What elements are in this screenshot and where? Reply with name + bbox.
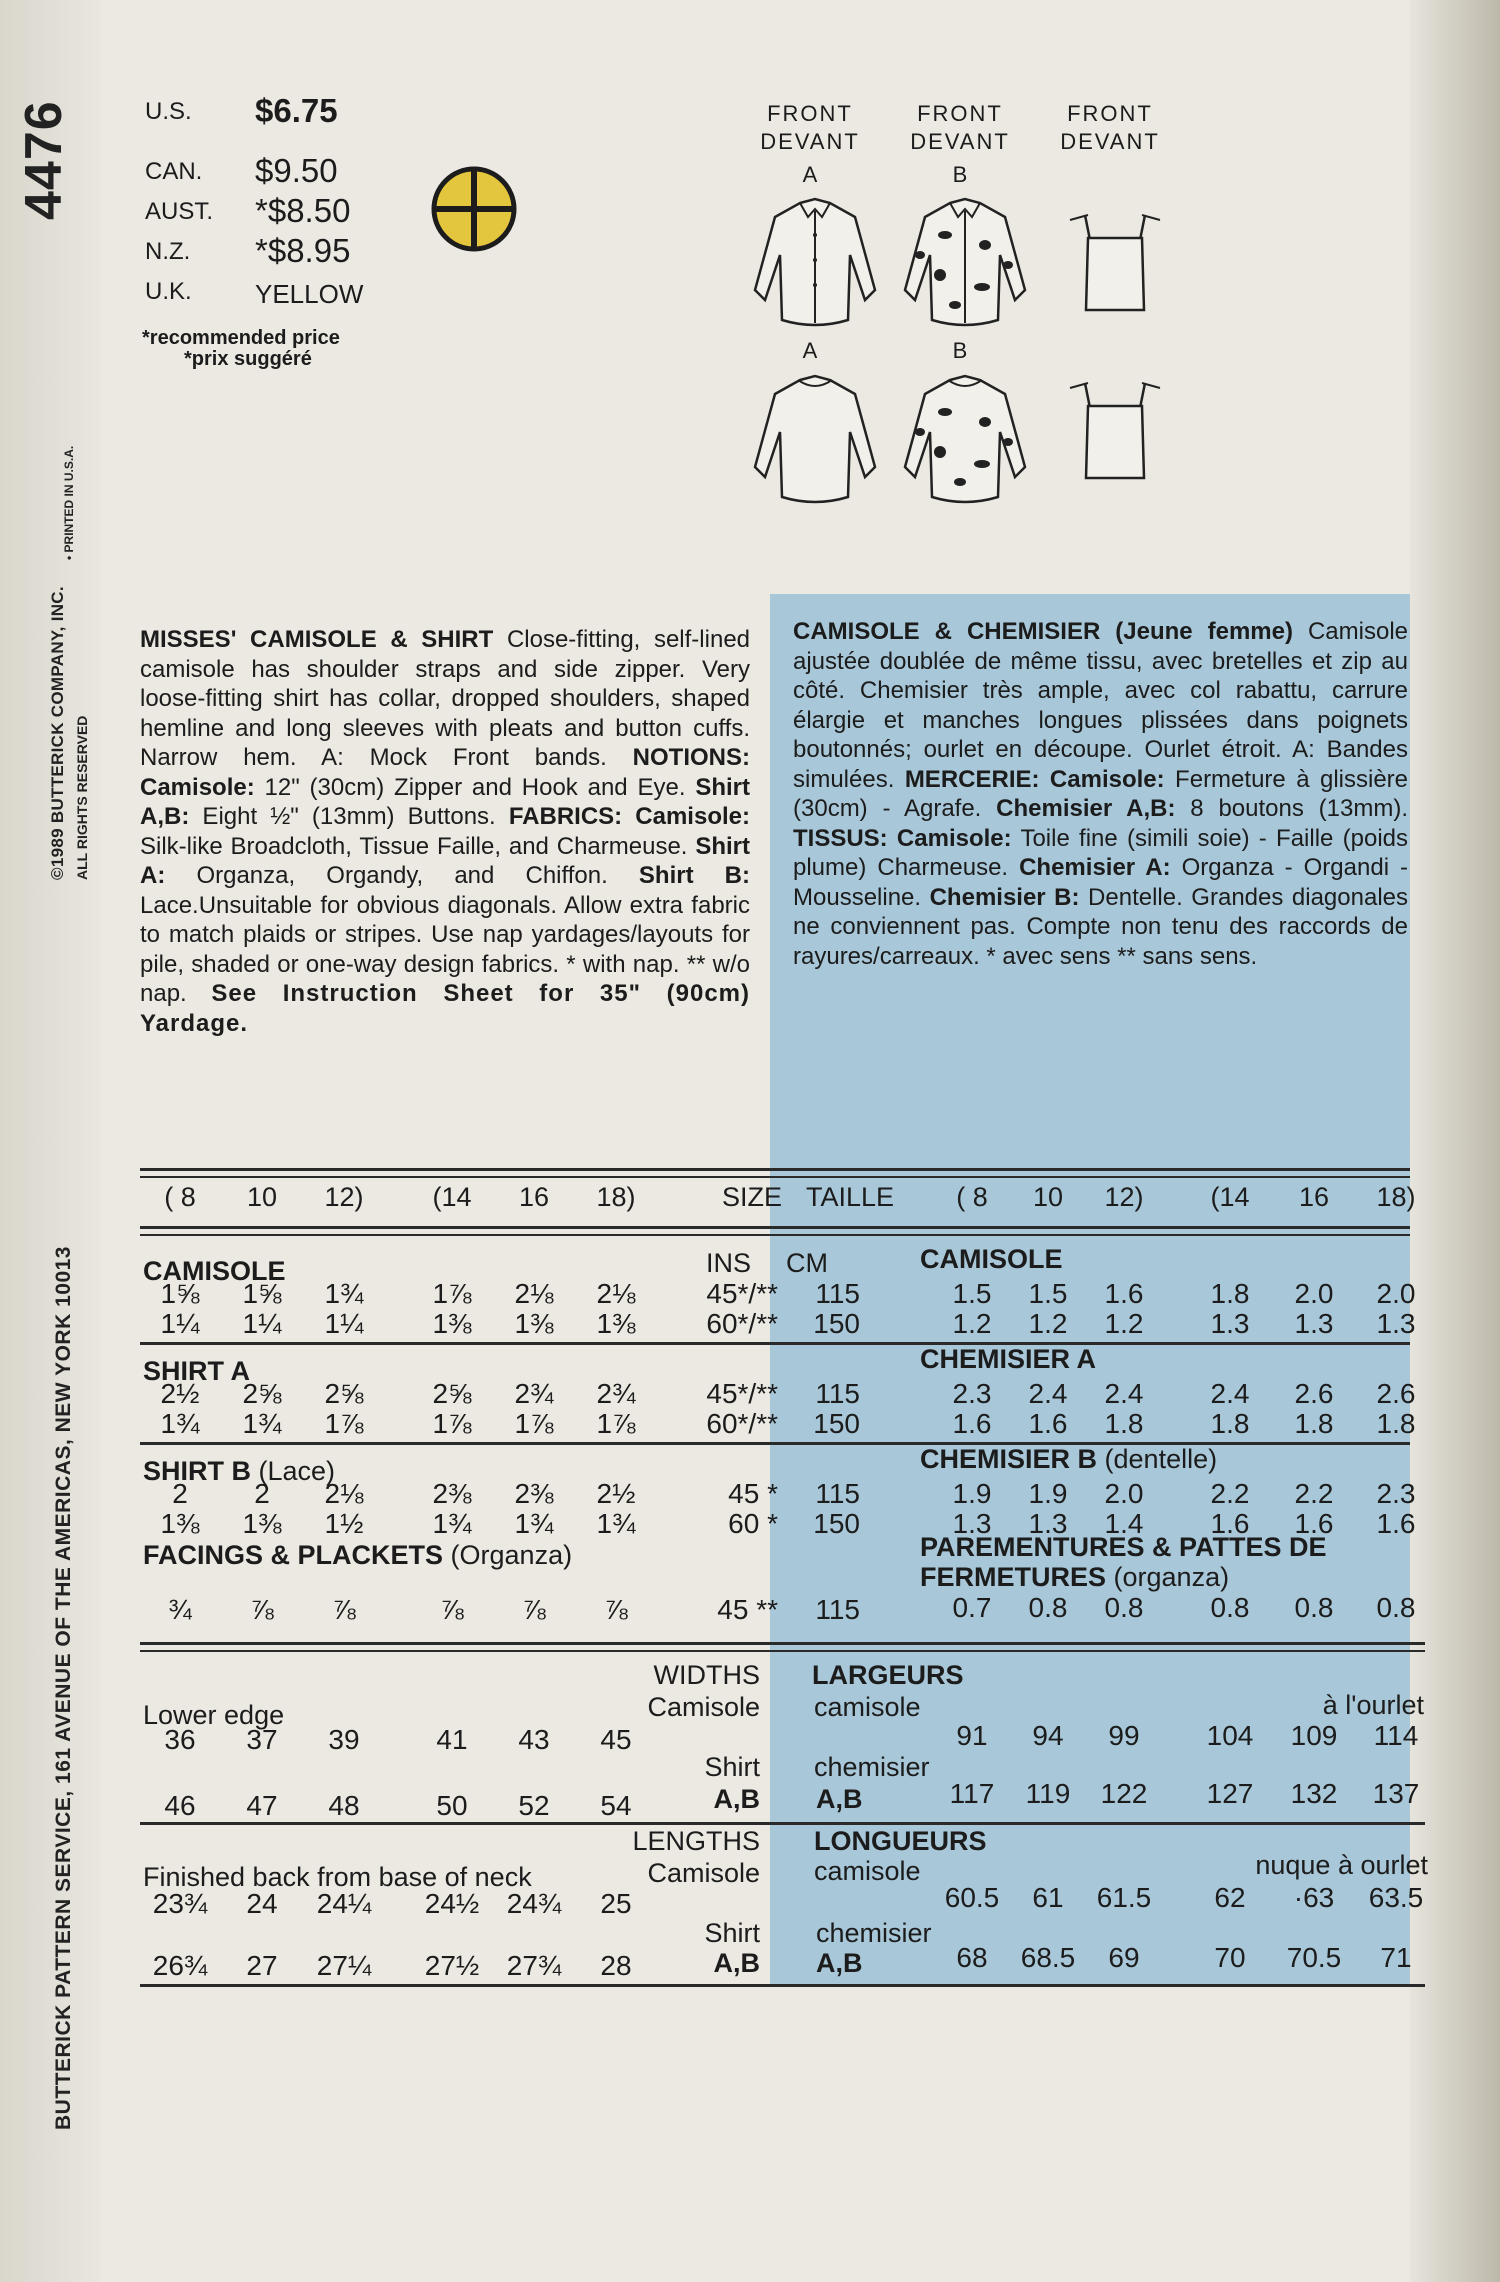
- notions-shirt-label: Shirt A,B:: [140, 773, 750, 830]
- size-label: SIZE: [722, 1182, 783, 1212]
- table-rule: [140, 1234, 1410, 1236]
- length-value: 24¼: [316, 1888, 372, 1919]
- price-country: U.K.: [145, 278, 192, 305]
- widths-title: WIDTHS: [653, 1660, 760, 1690]
- size-header: 10: [246, 1182, 278, 1212]
- tissus-label: TISSUS:: [793, 824, 888, 852]
- length-value: 23¾: [152, 1888, 208, 1919]
- pattern-number: 4476: [15, 100, 73, 220]
- view-heading-devant: DEVANT: [760, 129, 860, 154]
- table-rule-top: [140, 1176, 1410, 1178]
- width-ins: 45 **: [717, 1594, 778, 1625]
- cm-value: 2.6: [1376, 1378, 1416, 1409]
- length-value: 26¾: [152, 1950, 208, 1981]
- ins-value: 1½: [324, 1508, 364, 1539]
- ins-value: 2½: [596, 1478, 636, 1509]
- cm-value: 2.4: [1104, 1378, 1144, 1409]
- section-rule: [140, 1442, 1410, 1445]
- largeur-value: 132: [1290, 1778, 1338, 1809]
- cm-value: 2.2: [1294, 1478, 1334, 1509]
- tissus-camisole-label: Camisole:: [887, 824, 1012, 852]
- longueur-value: 60.5: [944, 1882, 1000, 1913]
- width-ins: 60 *: [728, 1508, 778, 1539]
- ins-value: 1⅞: [324, 1408, 364, 1439]
- length-value: 27¾: [506, 1950, 562, 1981]
- width-cm: 115: [815, 1278, 860, 1309]
- fabrics-shirt-a: Organza, Organdy, and Chiffon.: [165, 862, 608, 889]
- longueur-value: 63.5: [1368, 1882, 1424, 1913]
- notions-shirt: Eight ½" (13mm) Buttons.: [189, 803, 496, 830]
- longueurs-camisole: camisole: [814, 1856, 921, 1886]
- mercerie-label: MERCERIE:: [904, 765, 1040, 793]
- ins-value: 1⅜: [596, 1308, 636, 1339]
- cm-value: 1.3: [1210, 1308, 1250, 1339]
- notions-label: NOTIONS:: [632, 744, 750, 771]
- cm-value: 1.3: [952, 1508, 992, 1539]
- longueur-value: 69: [1108, 1942, 1140, 1973]
- ins-value: ¾: [168, 1594, 192, 1625]
- lengths-shirt: Shirt: [704, 1918, 760, 1948]
- table-rule-bottom: [140, 1984, 1425, 1987]
- cm-value: 1.8: [1210, 1278, 1250, 1309]
- ins-value: 1⅞: [432, 1278, 472, 1309]
- ins-value: 2⅝: [324, 1378, 364, 1409]
- largeur-value: 122: [1100, 1778, 1148, 1809]
- tissus-chemisier-a: Organza - Organdi - Mousseline.: [793, 854, 1409, 911]
- largeurs-ourlet: à l'ourlet: [1322, 1690, 1424, 1720]
- width-value: 54: [600, 1790, 632, 1821]
- width-value: 37: [246, 1724, 278, 1755]
- width-cm: 115: [815, 1478, 860, 1509]
- ins-value: ⅞: [604, 1594, 628, 1625]
- section-title-fr: CHEMISIER B (dentelle): [920, 1444, 1218, 1474]
- width-ins: 45*/**: [706, 1378, 778, 1409]
- view-letter: B: [952, 162, 968, 187]
- size-header: 16: [518, 1182, 550, 1212]
- section-title: CAMISOLE: [143, 1256, 286, 1286]
- cm-value: 1.6: [952, 1408, 992, 1439]
- largeurs-camisole: camisole: [814, 1692, 921, 1722]
- ins-value: 2⅛: [324, 1478, 364, 1509]
- tissus-chemisier-b-label: Chemisier B:: [921, 883, 1080, 911]
- table-rule: [140, 1650, 1425, 1652]
- cm-value: 1.8: [1210, 1408, 1250, 1439]
- tissus-chemisier-a-label: Chemisier A:: [1008, 854, 1171, 881]
- ins-value: 1¼: [242, 1308, 282, 1339]
- ins-value: 2½: [160, 1378, 200, 1409]
- section-subtitle-fr: (organza): [1106, 1562, 1230, 1592]
- ins-value: 1¾: [324, 1278, 364, 1309]
- cm-value: 1.3: [1028, 1508, 1068, 1539]
- mercerie-chemisier: 8 boutons (13mm).: [1175, 795, 1409, 822]
- ins-value: ⅞: [250, 1594, 274, 1625]
- english-desc: Close-fitting, self-lined camisole has shoulder straps and side zipper. Very loose-fitting shirt has collar, dropped shoulders, shaped hemline and long sleeves with pleats and button cuffs. Narrow hem. A: Mock Front bands.: [140, 626, 751, 771]
- taille-header: (14: [1210, 1182, 1250, 1212]
- cm-value: 2.2: [1210, 1478, 1250, 1509]
- ins-value: 2⅝: [242, 1378, 282, 1409]
- cm-value: 1.8: [1376, 1408, 1416, 1439]
- view-heading-front: FRONT: [1067, 101, 1153, 126]
- width-value: 36: [164, 1724, 196, 1755]
- longueurs-chemisier: chemisier: [816, 1918, 932, 1948]
- view-heading-devant: DEVANT: [910, 129, 1010, 154]
- view-letter: A: [802, 338, 818, 363]
- lengths-title: LENGTHS: [632, 1826, 760, 1856]
- taille-header: 12): [1104, 1182, 1144, 1212]
- section-title: FACINGS & PLACKETS (Organza): [143, 1540, 573, 1570]
- price-amount: YELLOW: [255, 279, 364, 309]
- mercerie-chemisier-label: Chemisier A,B:: [981, 795, 1176, 822]
- width-ins: 45*/**: [706, 1278, 778, 1309]
- price-country: AUST.: [145, 198, 214, 225]
- fabrics-shirt-b: Lace.Unsuitable for obvious diagonals. Allow extra fabric to match plaids or stripes. Use nap yardages/layouts for pile, shaded or one-way design fabrics. * with nap. ** w/o nap.: [140, 891, 750, 1007]
- price-amount: $6.75: [255, 92, 338, 129]
- cm-value: 1.5: [952, 1278, 992, 1309]
- widths-shirt: Shirt: [704, 1752, 760, 1782]
- width-value: 50: [436, 1790, 468, 1821]
- section-rule: [140, 1342, 1410, 1345]
- largeurs-chemisier: chemisier: [814, 1752, 930, 1782]
- tissus-chemisier-b: Dentelle. Grandes diagonales ne conviennent pas. Compte non tenu des raccords de rayures/carreaux. * avec sens ** sans sens.: [793, 883, 1408, 970]
- taille-header: 18): [1376, 1182, 1416, 1212]
- section-title-fr: CHEMISIER A: [920, 1344, 1097, 1374]
- fabrics-shirt-b-label: Shirt B:: [607, 862, 751, 889]
- table-rule-top: [140, 1168, 1410, 1171]
- cm-value: 0.8: [1376, 1592, 1416, 1623]
- widths-camisole: Camisole: [647, 1692, 760, 1722]
- width-cm: 150: [813, 1508, 860, 1539]
- width-cm: 150: [813, 1308, 860, 1339]
- instruction-note: See Instruction Sheet for 35" (90cm) Yardage.: [140, 980, 751, 1037]
- size-header: ( 8: [164, 1182, 196, 1212]
- taille-header: 10: [1032, 1182, 1064, 1212]
- ins-value: 2⅛: [596, 1278, 636, 1309]
- cm-value: 2.3: [1376, 1478, 1416, 1509]
- tissus-camisole: Toile fine (simili soie) - Faille (poids plume) Charmeuse.: [793, 824, 1408, 881]
- cm-value: 2.0: [1104, 1478, 1144, 1509]
- ins-value: 1⅞: [596, 1408, 636, 1439]
- cm-value: 1.3: [1294, 1308, 1334, 1339]
- largeurs-title: LARGEURS: [812, 1660, 964, 1690]
- longueurs-chemisier-views: A,B: [816, 1948, 863, 1978]
- length-value: 27¼: [316, 1950, 372, 1981]
- ins-value: 1⅜: [242, 1508, 282, 1539]
- largeur-value: 104: [1206, 1720, 1254, 1751]
- longueur-value: 68.5: [1020, 1942, 1076, 1973]
- section-title-fr: FERMETURES (organza): [920, 1562, 1230, 1592]
- width-value: 39: [328, 1724, 360, 1755]
- price-amount: *$8.95: [255, 232, 351, 269]
- publisher-address: BUTTERICK PATTERN SERVICE, 161 AVENUE OF THE AMERICAS, NEW YORK 10013: [52, 1246, 75, 2130]
- fabrics-camisole: Silk-like Broadcloth, Tissue Faille, and Charmeuse.: [140, 832, 688, 860]
- largeur-value: 109: [1290, 1720, 1338, 1751]
- lengths-camisole: Camisole: [647, 1858, 760, 1888]
- cm-value: 1.6: [1294, 1508, 1334, 1539]
- ins-value: 1⅝: [242, 1278, 282, 1309]
- price-country: U.S.: [145, 98, 192, 125]
- view-letter: B: [952, 338, 968, 363]
- cm-value: 1.6: [1376, 1508, 1416, 1539]
- cm-value: 0.8: [1210, 1592, 1250, 1623]
- ins-value: 1¼: [324, 1308, 364, 1339]
- printed-notice: • PRINTED IN U.S.A.: [62, 445, 76, 560]
- ins-value: 1¼: [160, 1308, 200, 1339]
- cm-value: 0.8: [1294, 1592, 1334, 1623]
- lengths-shirt-views: A,B: [713, 1948, 760, 1978]
- lower-edge-label: Lower edge: [143, 1700, 285, 1730]
- view-letter: A: [802, 162, 818, 187]
- ins-value: ⅞: [522, 1594, 546, 1625]
- width-value: 47: [246, 1790, 278, 1821]
- price-country: CAN.: [145, 158, 203, 185]
- cm-value: 2.4: [1210, 1378, 1250, 1409]
- length-value: 24¾: [506, 1888, 562, 1919]
- length-value: 27: [246, 1950, 278, 1981]
- length-value: 24½: [424, 1888, 480, 1919]
- length-value: 25: [600, 1888, 632, 1919]
- width-ins: 60*/**: [706, 1408, 778, 1439]
- size-header: (14: [432, 1182, 472, 1212]
- largeur-value: 117: [949, 1778, 995, 1809]
- width-value: 46: [164, 1790, 196, 1821]
- length-value: 27½: [424, 1950, 480, 1981]
- section-subtitle: (Lace): [251, 1456, 336, 1486]
- cm-value: 1.4: [1104, 1508, 1144, 1539]
- cm-value: 0.7: [952, 1592, 992, 1623]
- notions-camisole: 12" (30cm) Zipper and Hook and Eye.: [254, 773, 686, 801]
- longueur-value: 68: [956, 1942, 988, 1973]
- cm-value: 1.6: [1210, 1508, 1250, 1539]
- longueur-value: 61: [1032, 1882, 1064, 1913]
- french-title: CAMISOLE & CHEMISIER (Jeune femme): [793, 618, 1293, 645]
- ins-value: ⅞: [332, 1594, 356, 1625]
- ins-value: 1⅞: [514, 1408, 554, 1439]
- ins-value: 1¾: [242, 1408, 282, 1439]
- longueur-value: 70.5: [1286, 1942, 1342, 1973]
- cm-value: 2.3: [952, 1378, 992, 1409]
- cm-value: 0.8: [1104, 1592, 1144, 1623]
- section-title: SHIRT A: [143, 1356, 250, 1386]
- taille-header: 16: [1298, 1182, 1330, 1212]
- width-value: 48: [328, 1790, 360, 1821]
- section-title-fr: CAMISOLE: [920, 1244, 1063, 1274]
- taille-label: TAILLE: [806, 1182, 895, 1212]
- largeur-value: 91: [956, 1720, 988, 1751]
- cm-value: 1.6: [1028, 1408, 1068, 1439]
- cm-value: 2.0: [1294, 1278, 1334, 1309]
- width-cm: 150: [813, 1408, 860, 1439]
- price-amount: $9.50: [255, 152, 338, 189]
- width-ins: 60*/**: [706, 1308, 778, 1339]
- cm-value: 2.4: [1028, 1378, 1068, 1409]
- view-heading-devant: DEVANT: [1060, 129, 1160, 154]
- finished-back-label: Finished back from base of neck: [143, 1862, 532, 1892]
- ins-value: 2: [172, 1478, 188, 1509]
- ins-value: 2¾: [514, 1378, 554, 1409]
- ins-value: ⅞: [440, 1594, 464, 1625]
- ins-value: 2⅝: [432, 1378, 472, 1409]
- ins-value: 2⅜: [514, 1478, 554, 1509]
- cm-value: 1.8: [1104, 1408, 1144, 1439]
- largeur-value: 137: [1372, 1778, 1420, 1809]
- mercerie-camisole: Fermeture à glissière (30cm) - Agrafe.: [793, 765, 1408, 822]
- width-ins: 45 *: [728, 1478, 778, 1509]
- copyright-notice: ©1989 BUTTERICK COMPANY, INC.: [48, 586, 67, 880]
- rights-notice: ALL RIGHTS RESERVED: [74, 715, 90, 880]
- section-title: SHIRT B (Lace): [143, 1456, 336, 1486]
- longueur-value: 71: [1380, 1942, 1412, 1973]
- ins-value: 1⅞: [432, 1408, 472, 1439]
- ins-value: 2⅛: [514, 1278, 554, 1309]
- section-subtitle: (Organza): [443, 1540, 573, 1570]
- fabrics-shirt-a-label: Shirt A:: [140, 832, 750, 889]
- largeur-value: 99: [1108, 1720, 1140, 1751]
- price-amount: *$8.50: [255, 192, 351, 229]
- largeur-value: 94: [1032, 1720, 1064, 1751]
- largeur-value: 114: [1373, 1720, 1419, 1751]
- cm-value: 1.9: [952, 1478, 992, 1509]
- fabrics-label: FABRICS:: [508, 803, 623, 830]
- taille-header: ( 8: [956, 1182, 988, 1212]
- largeur-value: 119: [1025, 1778, 1071, 1809]
- width-value: 41: [436, 1724, 468, 1755]
- ins-value: 1¾: [514, 1508, 554, 1539]
- ins-value: 1⅝: [160, 1278, 200, 1309]
- mercerie-camisole-label: Camisole:: [1039, 765, 1165, 793]
- french-desc: Camisole ajustée doublée de même tissu, avec bretelles et zip au côté. Chemisier très ample, avec col rabattu, carrure élargie et manches longues plissées dans poignets boutonnés; ourlet en découpe. Ourlet étroit. A: Bandes simulées.: [793, 618, 1408, 793]
- width-value: 52: [518, 1790, 550, 1821]
- size-header: 18): [596, 1182, 636, 1212]
- cm-value: 1.5: [1028, 1278, 1068, 1309]
- width-cm: 115: [815, 1378, 860, 1409]
- cm-value: 1.9: [1028, 1478, 1068, 1509]
- width-cm: 115: [815, 1594, 860, 1625]
- section-subtitle-fr: (dentelle): [1097, 1444, 1218, 1474]
- longueurs-title: LONGUEURS: [814, 1826, 987, 1856]
- ins-value: 2¾: [596, 1378, 636, 1409]
- notions-camisole-label: Camisole:: [140, 773, 255, 801]
- ins-value: 1¾: [432, 1508, 472, 1539]
- ins-value: 2: [254, 1478, 270, 1509]
- ins-value: 1⅜: [514, 1308, 554, 1339]
- cm-value: 1.2: [1104, 1308, 1144, 1339]
- price-note-fr: *prix suggéré: [184, 348, 312, 370]
- cm-value: 1.2: [1028, 1308, 1068, 1339]
- cm-value: 2.6: [1294, 1378, 1334, 1409]
- size-header: 12): [324, 1182, 364, 1212]
- cm-value: 1.8: [1294, 1408, 1334, 1439]
- longueurs-nuque: nuque à ourlet: [1255, 1850, 1428, 1880]
- view-heading-front: FRONT: [767, 101, 853, 126]
- longueur-value: 70: [1214, 1942, 1246, 1973]
- length-value: 28: [600, 1950, 632, 1981]
- width-value: 45: [600, 1724, 632, 1755]
- longueur-value: ·63: [1293, 1882, 1335, 1913]
- ins-value: 1⅜: [160, 1508, 200, 1539]
- longueur-value: 61.5: [1096, 1882, 1152, 1913]
- english-title: MISSES' CAMISOLE & SHIRT: [140, 626, 494, 653]
- ins-value: 2⅜: [432, 1478, 472, 1509]
- cm-value: 2.0: [1376, 1278, 1416, 1309]
- price-note-en: *recommended price: [142, 327, 340, 349]
- longueur-value: 62: [1214, 1882, 1246, 1913]
- ins-value: 1¾: [160, 1408, 200, 1439]
- width-value: 43: [518, 1724, 550, 1755]
- ins-label: INS: [706, 1248, 752, 1278]
- largeurs-chemisier-views: A,B: [816, 1784, 863, 1814]
- cm-value: 1.6: [1104, 1278, 1144, 1309]
- cm-label: CM: [786, 1248, 828, 1278]
- cm-value: 1.3: [1376, 1308, 1416, 1339]
- largeur-value: 127: [1206, 1778, 1254, 1809]
- ins-value: 1¾: [596, 1508, 636, 1539]
- fabrics-camisole-label: Camisole:: [622, 803, 750, 830]
- view-heading-front: FRONT: [917, 101, 1003, 126]
- table-rule: [140, 1226, 1410, 1229]
- cm-value: 0.8: [1028, 1592, 1068, 1623]
- widths-shirt-views: A,B: [713, 1784, 760, 1814]
- section-title-fr: PAREMENTURES & PATTES DE: [920, 1532, 1327, 1562]
- table-rule: [140, 1642, 1425, 1645]
- length-value: 24: [246, 1888, 278, 1919]
- price-country: N.Z.: [145, 238, 191, 265]
- ins-value: 1⅜: [432, 1308, 472, 1339]
- cm-value: 1.2: [952, 1308, 992, 1339]
- table-rule: [140, 1822, 1425, 1825]
